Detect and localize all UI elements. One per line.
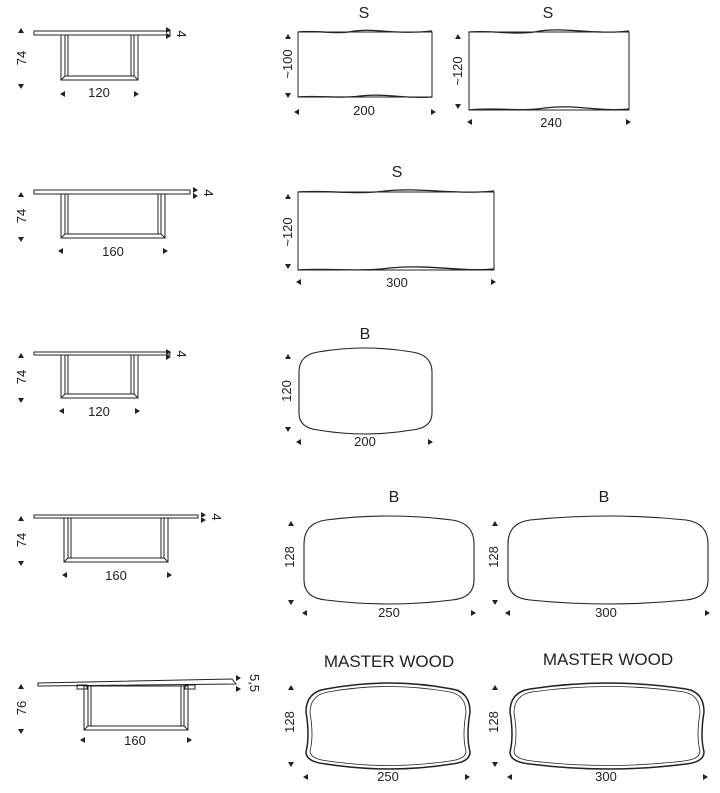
top-length-label: 240	[540, 115, 562, 130]
side-view	[34, 31, 170, 80]
side-height-label: 74	[14, 369, 29, 385]
side-thickness-label: 4	[201, 189, 216, 197]
row-5	[14, 650, 708, 784]
top-length-label: 300	[595, 605, 617, 620]
side-view	[34, 515, 198, 562]
top-depth-label: ~120	[450, 56, 465, 86]
top-depth-label: 128	[486, 546, 501, 568]
top-shape-label: S	[542, 5, 554, 22]
top-view	[486, 650, 708, 784]
side-width-label: 160	[124, 733, 146, 748]
top-shape-label: MASTER WOOD	[542, 650, 674, 669]
top-shape-label: S	[391, 164, 403, 181]
top-view	[450, 5, 631, 130]
side-height-label: 74	[14, 532, 29, 548]
side-width-label: 160	[102, 244, 124, 259]
top-length-label: 300	[386, 275, 408, 290]
top-view	[282, 489, 476, 620]
row-2	[14, 164, 496, 290]
row-1	[14, 5, 631, 130]
side-thickness-label: 5,5	[247, 673, 262, 693]
top-shape-label: S	[358, 5, 370, 22]
top-view	[280, 164, 496, 290]
top-view	[280, 5, 436, 118]
top-length-label: 200	[354, 434, 376, 449]
side-thickness-label: 4	[209, 513, 224, 521]
top-view	[282, 652, 470, 784]
top-view	[486, 489, 710, 620]
row-3	[14, 326, 433, 449]
top-view	[279, 326, 433, 449]
side-thickness-label: 4	[174, 30, 189, 38]
top-length-label: 250	[377, 769, 399, 784]
side-thickness-label: 4	[174, 350, 189, 358]
top-depth-label: 120	[279, 380, 294, 402]
side-view	[34, 190, 190, 238]
side-view	[38, 679, 236, 730]
top-length-label: 250	[378, 605, 400, 620]
row-4	[14, 489, 710, 620]
top-depth-label: 128	[486, 711, 501, 733]
top-shape-label: B	[598, 489, 610, 506]
top-shape-label: MASTER WOOD	[323, 652, 455, 671]
top-shape-label: B	[388, 489, 400, 506]
top-shape-label: B	[359, 326, 371, 343]
side-view	[34, 352, 170, 398]
side-width-label: 160	[105, 568, 127, 583]
side-height-label: 74	[14, 208, 29, 224]
top-length-label: 300	[595, 769, 617, 784]
top-length-label: 200	[353, 103, 375, 118]
top-depth-label: ~100	[280, 49, 295, 79]
side-width-label: 120	[88, 404, 110, 419]
top-depth-label: 128	[282, 546, 297, 568]
side-width-label: 120	[88, 85, 110, 100]
side-height-label: 74	[14, 50, 29, 66]
side-height-label: 76	[14, 700, 29, 716]
top-depth-label: ~120	[280, 217, 295, 247]
top-depth-label: 128	[282, 711, 297, 733]
